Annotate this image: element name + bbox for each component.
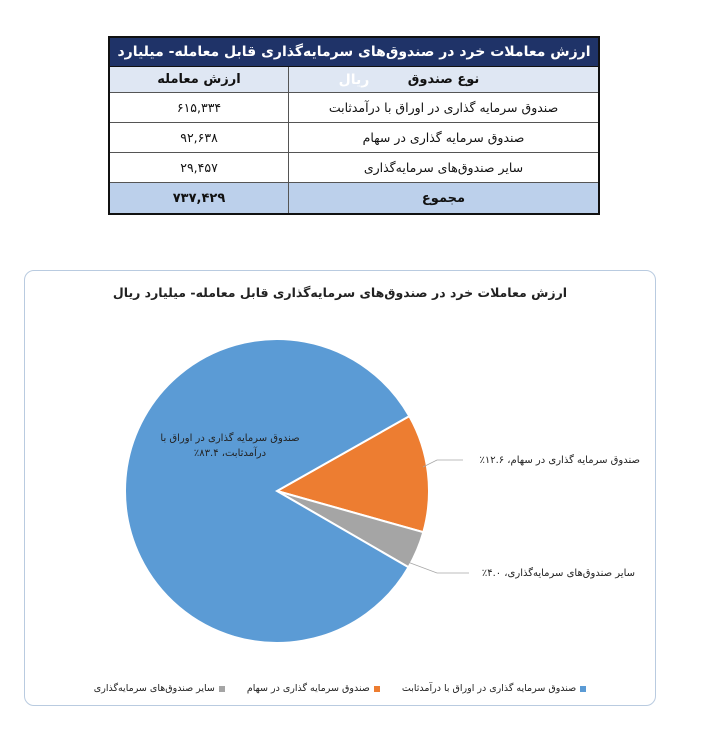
legend-label: صندوق سرمایه گذاری در اوراق با درآمدثابت	[401, 683, 577, 694]
table-total-row	[110, 183, 598, 213]
table-title: ارزش معاملات خرد در صندوق‌های سرمایه‌گذاری قابل معامله- میلیارد ریال	[110, 38, 598, 67]
legend-item-stocks	[247, 683, 380, 694]
legend-swatch-stocks	[374, 686, 380, 692]
data-label-stocks: صندوق سرمایه گذاری در سهام، ۱۲.۶٪	[479, 455, 640, 466]
data-label-other: سایر صندوق‌های سرمایه‌گذاری، ۴.۰٪	[481, 568, 635, 579]
legend-swatch-bonds	[580, 686, 586, 692]
row-fund-type: صندوق سرمایه گذاری در سهام	[288, 123, 598, 152]
row-trade-value: ۹۲,۶۳۸	[180, 130, 218, 145]
table-header-row	[110, 67, 598, 93]
legend-item-bonds	[402, 683, 586, 694]
legend-item-other	[94, 683, 225, 694]
row-trade-value: ۲۹,۴۵۷	[180, 160, 218, 175]
data-label-bonds: صندوق سرمایه گذاری در اوراق با درآمدثابت، ۸۳.۴٪	[160, 433, 300, 459]
header-trade-value: ارزش معامله	[157, 72, 241, 87]
table-row	[110, 153, 598, 183]
legend	[25, 683, 655, 694]
pie-chart	[25, 271, 657, 707]
chart-title: ارزش معاملات خرد در صندوق‌های سرمایه‌گذاری قابل معامله- میلیارد ریال	[112, 285, 568, 300]
legend-swatch-other	[219, 686, 225, 692]
total-value: ۷۳۷,۴۲۹	[172, 190, 226, 206]
legend-label: سایر صندوق‌های سرمایه‌گذاری	[93, 683, 215, 694]
pie-chart-container	[24, 270, 656, 706]
legend-label: صندوق سرمایه گذاری در سهام	[246, 683, 370, 694]
header-fund-type: نوع صندوق	[288, 67, 598, 92]
row-fund-type: صندوق سرمایه گذاری در اوراق با درآمدثابت	[288, 93, 598, 122]
row-fund-type: سایر صندوق‌های سرمایه‌گذاری	[288, 153, 598, 182]
table-row	[110, 123, 598, 153]
row-trade-value: ۶۱۵,۳۳۴	[176, 100, 222, 115]
trades-table	[108, 36, 600, 215]
total-label: مجموع	[288, 183, 598, 213]
table-row	[110, 93, 598, 123]
